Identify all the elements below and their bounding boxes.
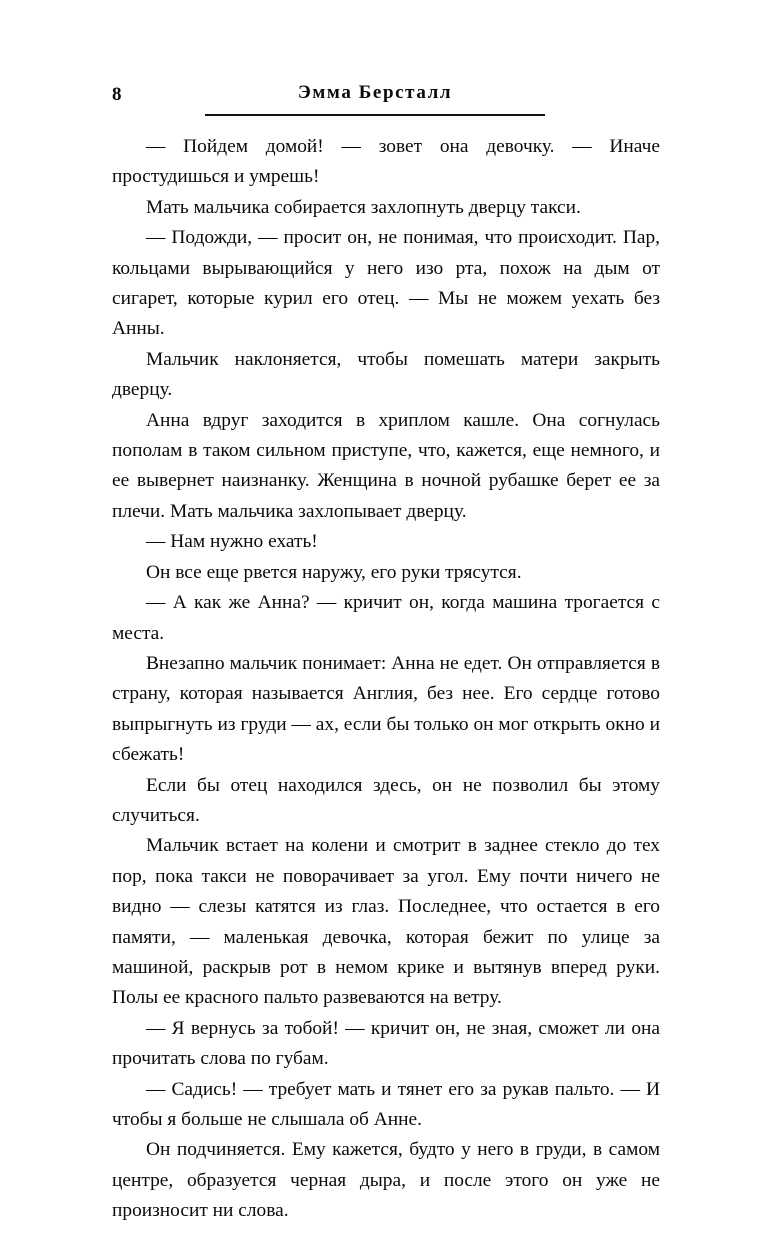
page-number: 8: [112, 84, 122, 105]
paragraph: Мать мальчика собирается захлопнуть дверцу такси.: [146, 196, 581, 218]
paragraph: Внезапно мальчик понимает: Анна не едет. Он отправляется в страну, которая называется Англия, без нее. Его сердце готово выпрыгнуть из груди — ах, если бы только он мог открыть окно и сбежать!: [112, 652, 660, 766]
paragraph: — Подожди, — просит он, не понимая, что происходит. Пар, кольцами вырывающийся у него изо рта, похож на дым от сигарет, которые курил его отец. — Мы не можем уехать без Анны.: [112, 227, 660, 340]
paragraph: Мальчик наклоняется, чтобы помешать матери закрыть дверцу.: [112, 348, 660, 401]
page-content: [112, 78, 660, 1227]
page-header: [112, 78, 660, 124]
paragraph: — Садись! — требует мать и тянет его за рукав пальто. — И чтобы я больше не слышала об Анне.: [112, 1078, 660, 1130]
paragraph: Если бы отец находился здесь, он не позволил бы этому случиться.: [112, 774, 660, 826]
body-text: [112, 132, 660, 1227]
paragraph: — Пойдем домой! — зовет она девочку. — Иначе простудишься и умрешь!: [112, 136, 660, 188]
paragraph: Мальчик встает на колени и смотрит в заднее стекло до тех пор, пока такси не поворачивает за угол. Ему почти ничего не видно — слезы катятся из глаз. Последнее, что остается в его памяти, — маленькая девочка, которая бежит по улице за машиной, раскрыв рот в немом крике и вытянув вперед руки. Полы ее красного пальто развеваются на ветру.: [112, 835, 660, 1009]
paragraph: — А как же Анна? — кричит он, когда машина трогается с места.: [112, 592, 660, 644]
running-head-author: Эмма Берсталл: [297, 82, 453, 103]
paragraph: — Нам нужно ехать!: [146, 531, 318, 553]
paragraph: Анна вдруг заходится в хриплом кашле. Она согнулась пополам в таком сильном приступе, что, кажется, еще немного, и ее вывернет наизнанку. Женщина в ночной рубашке берет ее за плечи. Мать мальчика захлопывает дверцу.: [112, 409, 660, 522]
paragraph: Он все еще рвется наружу, его руки трясутся.: [146, 561, 522, 583]
header-rule: [205, 114, 545, 116]
paragraph: — Я вернусь за тобой! — кричит он, не зная, сможет ли она прочитать слова по губам.: [112, 1017, 660, 1070]
paragraph: Он подчиняется. Ему кажется, будто у него в груди, в самом центре, образуется черная дыра, и после этого он уже не произносит ни слова.: [112, 1139, 660, 1222]
